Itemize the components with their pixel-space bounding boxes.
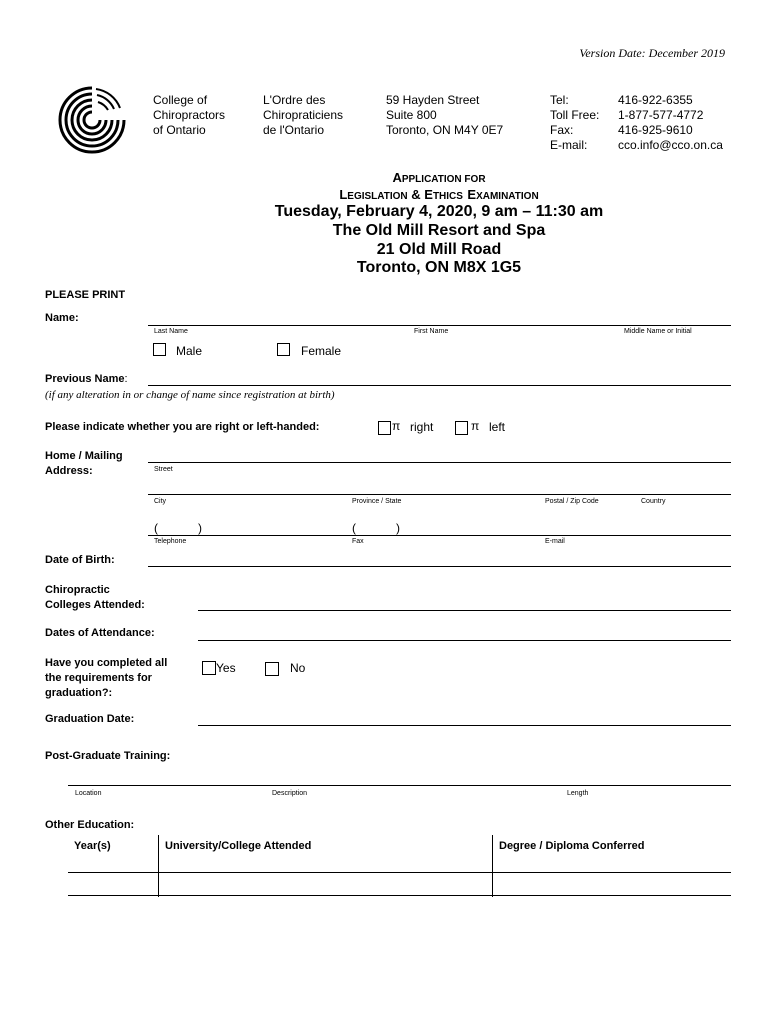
fax-field[interactable] [408,519,538,535]
left-checkbox[interactable] [455,421,468,435]
colleges-label: Chiropractic Colleges Attended: [45,584,145,611]
table-header-line [68,872,731,873]
email-field[interactable] [545,519,730,535]
city-field[interactable] [150,478,730,494]
location-caption: Location [75,790,102,797]
male-label: Male [176,344,203,358]
no-checkbox[interactable] [265,662,279,676]
city-caption: City [154,498,167,505]
home-address-label: Home / Mailing Address: [45,450,123,477]
female-label: Female [301,344,342,358]
street-caption: Street [154,466,173,473]
no-label: No [290,661,306,675]
dob-label: Date of Birth: [45,554,115,566]
email-caption: E-mail [545,538,565,545]
org-name-fr: L'Ordre des Chiropraticiens de l'Ontario [263,93,344,137]
country-caption: Country [641,498,666,505]
title-line-2: LEGISLATION & ETHICS EXAMINATION [339,187,539,202]
left-pi-symbol: π [471,419,480,433]
city-line [148,494,731,495]
fax-paren-close: ) [396,521,400,535]
fax-caption: Fax [352,538,364,545]
col-university-header: University/College Attended [165,840,312,852]
grad-date-label: Graduation Date: [45,713,135,725]
yes-checkbox[interactable] [202,661,216,675]
telephone-paren-open: ( [154,521,158,535]
colleges-line [198,610,731,611]
phone-line [148,535,731,536]
middle-name-caption: Middle Name or Initial [624,328,692,335]
org-address: 59 Hayden Street Suite 800 Toronto, ON M4Y 0E7 [386,93,504,137]
col-year-header: Year(s) [74,840,111,852]
other-education-label: Other Education: [45,819,135,831]
previous-name-label: Previous Name: [45,373,128,385]
please-print: PLEASE PRINT [45,289,126,301]
dates-line [198,640,731,641]
org-name-en: College of Chiropractors of Ontario [153,93,226,137]
exam-venue: The Old Mill Resort and Spa [332,222,546,239]
exam-street: 21 Old Mill Road [376,241,502,258]
dob-field[interactable] [150,550,730,566]
name-field[interactable] [150,308,730,324]
last-name-caption: Last Name [154,328,188,335]
postgrad-line [68,785,731,786]
table-divider-1 [158,835,159,897]
handed-label: Please indicate whether you are right or left-handed: [45,421,320,433]
dates-field[interactable] [200,624,730,640]
street-field[interactable] [150,446,730,462]
male-checkbox[interactable] [153,343,166,356]
dob-line [148,566,731,567]
contact-labels: Tel: Toll Free: Fax: E-mail: [550,93,600,152]
contact-values: 416-922-6355 1-877-577-4772 416-925-9610 cco.info@cco.on.ca [618,93,723,152]
previous-name-line [148,385,731,386]
telephone-paren-close: ) [198,521,202,535]
left-label: left [489,420,506,434]
name-label: Name: [45,312,79,324]
exam-city: Toronto, ON M8X 1G5 [356,259,522,276]
postgrad-label: Post-Graduate Training: [45,750,171,762]
right-label: right [410,420,434,434]
year-cell-input[interactable] [71,875,155,891]
name-line [148,325,731,326]
exam-date: Tuesday, February 4, 2020, 9 am – 11:30 am [274,203,604,220]
right-checkbox[interactable] [378,421,391,435]
postgrad-field[interactable] [70,768,730,784]
table-divider-2 [492,835,493,897]
right-pi-symbol: π [392,419,401,433]
contact-email: cco.info@cco.on.ca [618,138,723,152]
col-degree-header: Degree / Diploma Conferred [499,840,645,852]
degree-cell-input[interactable] [496,875,728,891]
previous-name-note: (if any alteration in or change of name since registration at birth) [45,389,335,401]
version-date: Version Date: December 2019 [579,46,725,60]
completed-label: Have you completed all the requirements for graduation?: [45,657,168,699]
female-checkbox[interactable] [277,343,290,356]
fax-paren-open: ( [352,521,356,535]
education-table [68,835,731,897]
province-caption: Province / State [352,498,402,505]
telephone-field[interactable] [210,519,340,535]
university-cell-input[interactable] [162,875,488,891]
colleges-field[interactable] [200,594,730,610]
dates-label: Dates of Attendance: [45,627,155,639]
street-line [148,462,731,463]
cco-logo [56,84,128,156]
title-line-1: APPLICATION FOR [392,170,486,185]
previous-name-field[interactable] [150,369,730,385]
yes-label: Yes [216,661,236,675]
telephone-caption: Telephone [154,538,187,545]
table-bottom-line [68,895,731,896]
first-name-caption: First Name [414,328,449,335]
grad-date-field[interactable] [200,709,730,725]
description-caption: Description [272,790,308,797]
postal-caption: Postal / Zip Code [545,498,599,505]
length-caption: Length [567,790,589,797]
grad-date-line [198,725,731,726]
